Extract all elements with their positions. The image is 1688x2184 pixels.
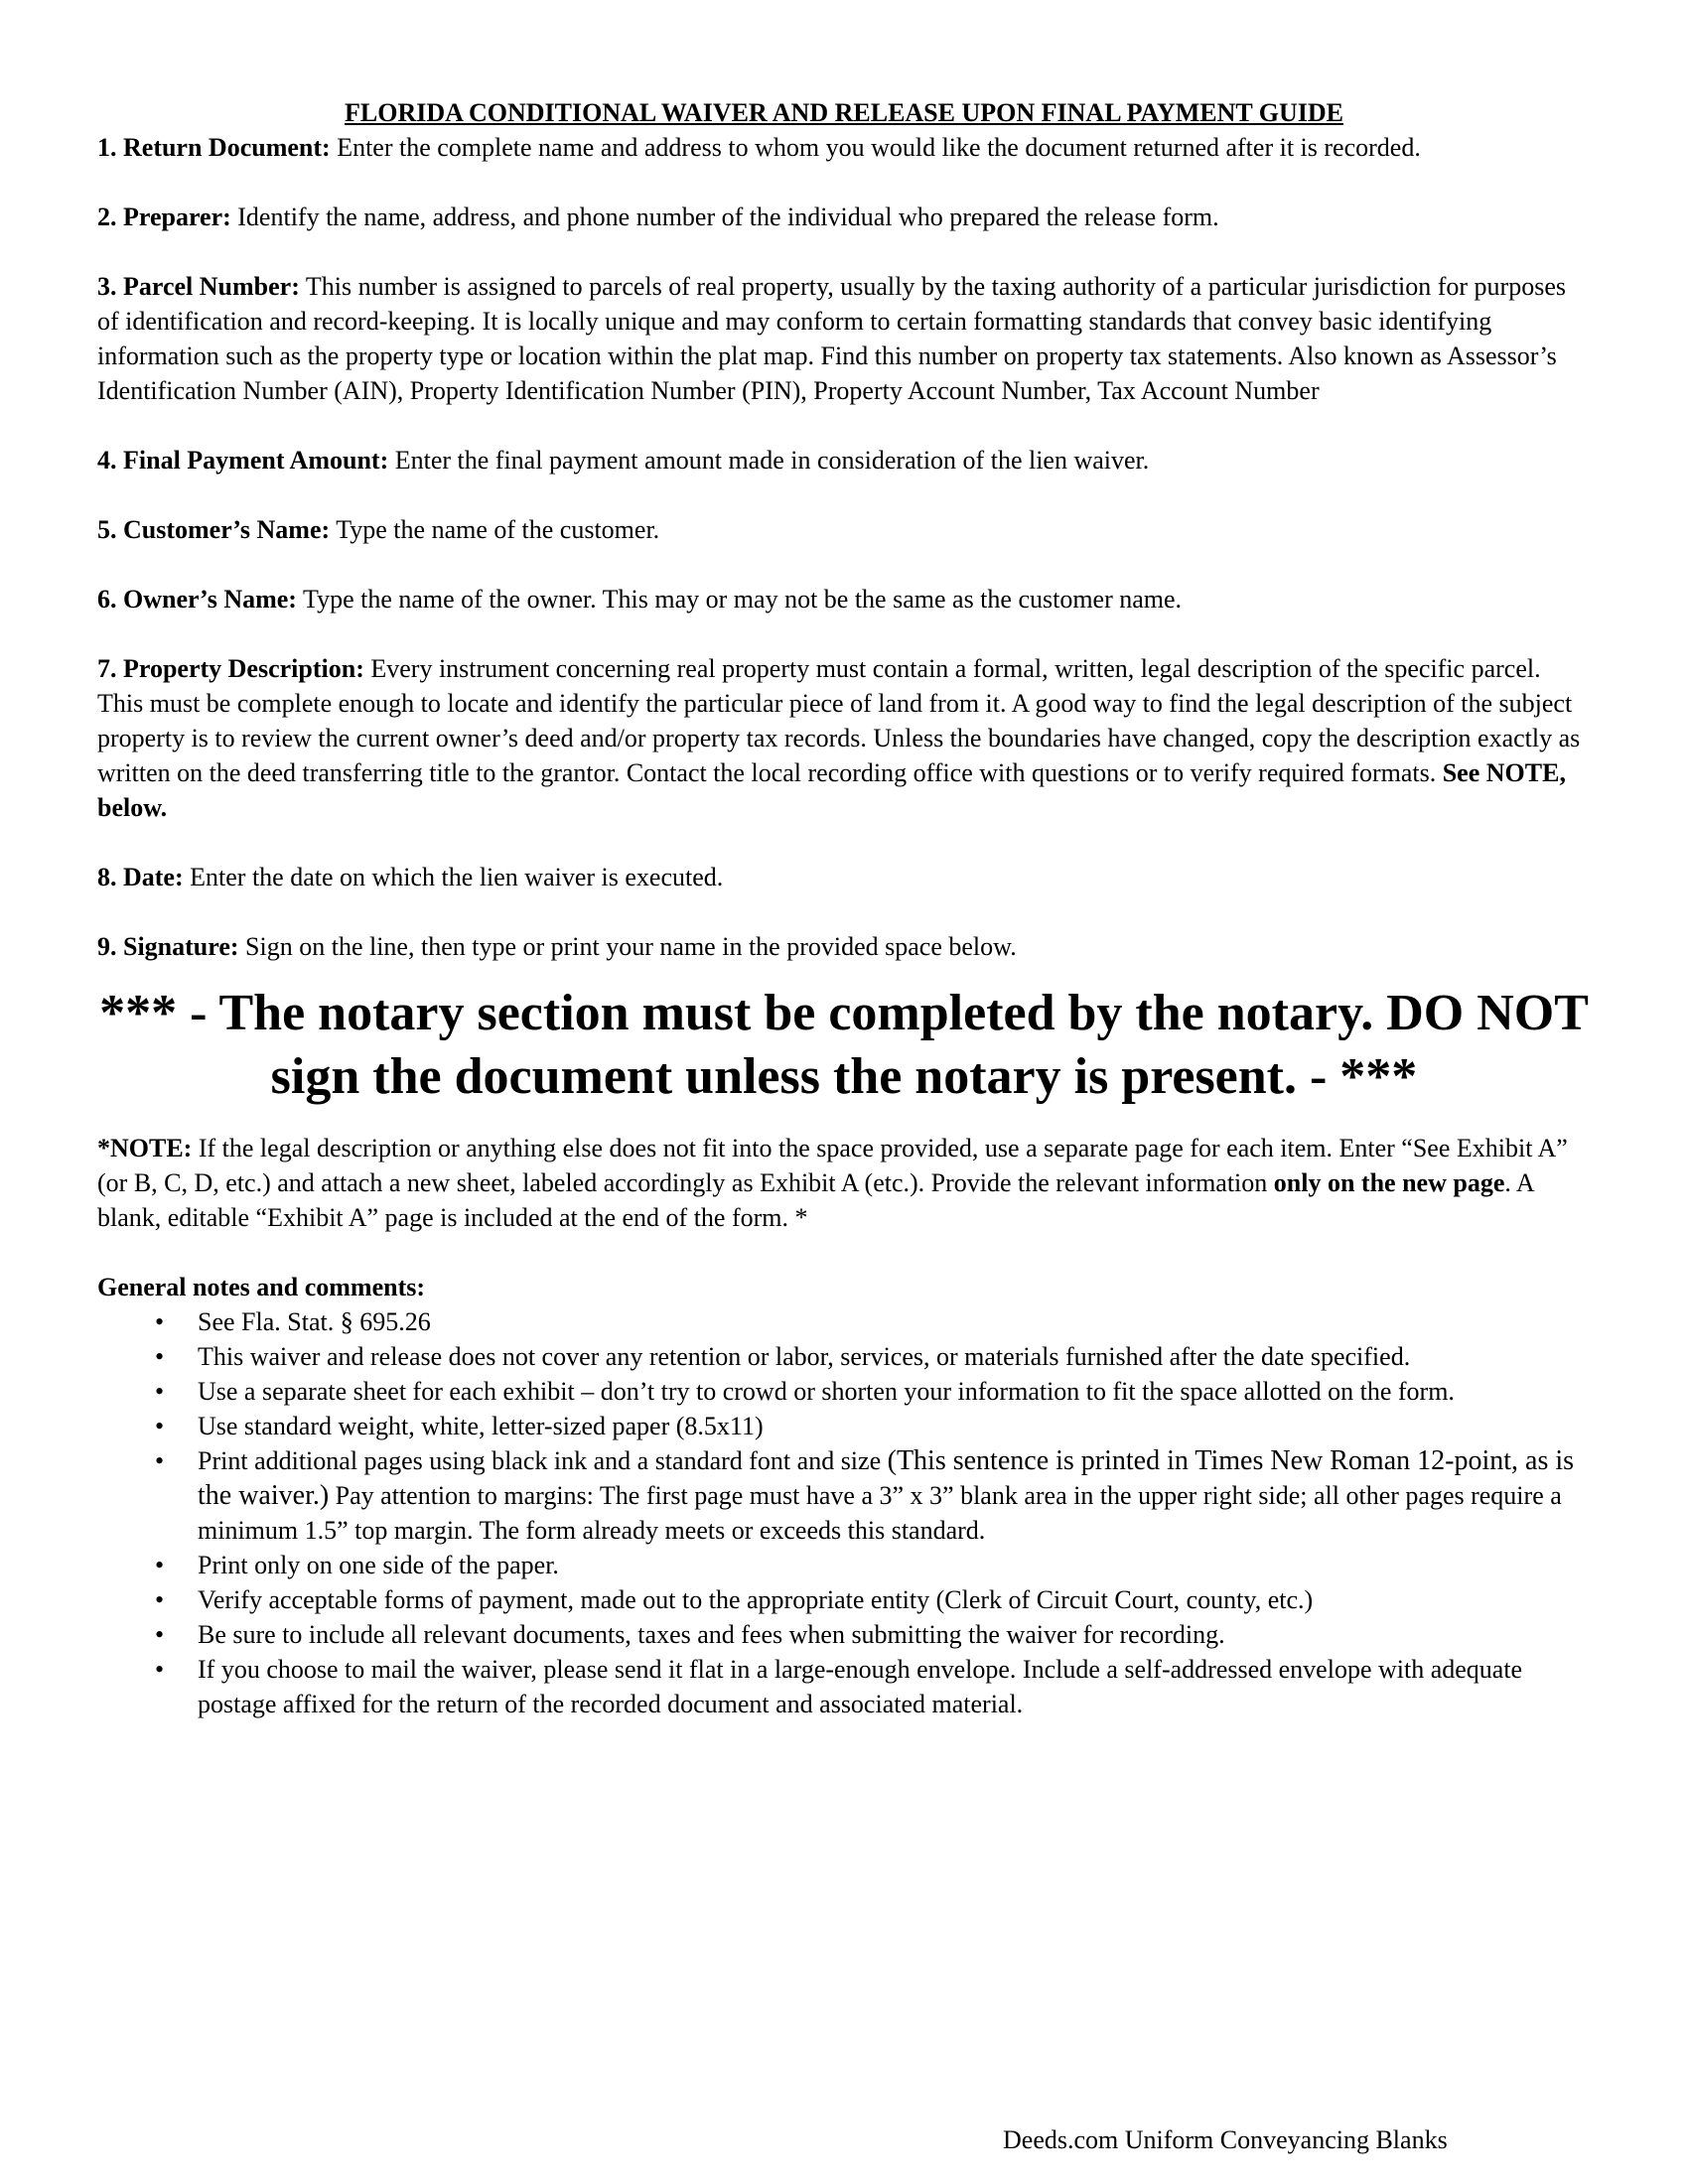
item-text: Every instrument concerning real property must contain a formal, written, legal description of the specific parcel. This must be complete enough to locate and identify the particular piece of land from it. A good way to find the legal description of the subject property is to review the current owner’s deed and/or property tax records. Unless the boundaries have changed, copy the description exactly as written on the deed transferring title to the grantor. Contact the local recording office with questions or to verify required formats. [97,654,1581,787]
document-title: FLORIDA CONDITIONAL WAIVER AND RELEASE UPON FINAL PAYMENT GUIDE [345,98,1343,127]
item-label: 8. Date: [97,863,184,891]
list-item: • This waiver and release does not cover any retention or labor, services, or materials furnished after the date specified. [97,1339,1591,1374]
font-sample-sentence: (This sentence is printed in Times New Roman 12-point, as is the waiver.) [198,1445,1575,1511]
item-label: 7. Property Description: [97,654,364,683]
bullet-icon: • [155,1585,165,1614]
page-footer: Deeds.com Uniform Conveyancing Blanks [1003,2125,1448,2154]
list-item: • Be sure to include all relevant documents, taxes and fees when submitting the waiver for recording. [97,1617,1591,1652]
item-parcel-number [97,269,1591,408]
general-notes-heading: General notes and comments: [97,1273,426,1301]
item-text: Enter the date on which the lien waiver is executed. [183,863,724,891]
item-label: 6. Owner’s Name: [97,585,297,614]
bullet-icon: • [155,1342,165,1371]
document-page [97,95,1591,1721]
item-label: 3. Parcel Number: [97,272,300,301]
bullet-icon: • [155,1307,165,1336]
note-text-after: . A blank, editable “Exhibit A” page is included at the end of the form. * [97,1168,1534,1232]
list-item: • If you choose to mail the waiver, please send it flat in a large-enough envelope. Include a self-addressed envelope with adequate postage affixed for the return of the recorded document and associated material. [97,1652,1591,1721]
item-label: 2. Preparer: [97,203,231,231]
list-item: • Use a separate sheet for each exhibit – don’t try to crowd or shorten your information to fit the space allotted on the form. [97,1374,1591,1409]
bullet-icon: • [155,1655,165,1684]
list-item: • See Fla. Stat. § 695.26 [97,1304,1591,1339]
item-final-payment-amount [97,443,1591,478]
list-item: • Print only on one side of the paper. [97,1548,1591,1582]
item-return-document [97,130,1591,165]
item-text: Type the name of the customer. [330,515,660,544]
item-property-description [97,651,1591,825]
item-text: Type the name of the owner. This may or may not be the same as the customer name. [296,585,1183,614]
item-text: Identify the name, address, and phone number of the individual who prepared the release form. [230,203,1219,231]
item-text: Enter the final payment amount made in consideration of the lien waiver. [388,446,1150,475]
item-see-note: See NOTE, below. [97,758,1566,822]
note-label: *NOTE: [97,1134,193,1162]
item-text: Enter the complete name and address to whom you would like the document returned after it is recorded. [330,133,1421,162]
bullet-icon: • [155,1446,165,1475]
exhibit-note [97,1131,1591,1235]
item-customers-name [97,512,1591,547]
item-date [97,860,1591,894]
list-item: • Verify acceptable forms of payment, made out to the appropriate entity (Clerk of Circuit Court, county, etc.) [97,1582,1591,1617]
item-label: 9. Signature: [97,932,239,961]
item-label: 5. Customer’s Name: [97,515,331,544]
item-signature [97,929,1591,964]
bullet-icon: • [155,1620,165,1649]
bullet-icon: • [155,1412,165,1440]
list-item-print-pages: • Print additional pages using black ink and a standard font and size (This sentence is printed in Times New Roman 12-point, as is the waiver.) Pay attention to margins: The first page must have a 3” x 3” blank area in the upper right side; all other pages require a minimum 1.5” top margin. The form already meets or exceeds this standard. [155,1445,1575,1545]
item-text: This number is assigned to parcels of real property, usually by the taxing authority of a particular jurisdiction for purposes of identification and record-keeping. It is locally unique and may conform to certain formatting standards that convey basic identifying information such as the property type or location within the plat map. Find this number on property tax statements. Also known as Assessor’s Identification Number (AIN), Property Identification Number (PIN), Property Account Number, Tax Account Number [97,272,1566,405]
item-label: 4. Final Payment Amount: [97,446,389,475]
note-text-before: If the legal description or anything else does not fit into the space provided, use a separate page for each item. Enter “See Exhibit A” (or B, C, D, etc.) and attach a new sheet, labeled accordingly as Exhibit A (etc.). Provide the relevant information [97,1134,1568,1197]
list-item: • Use standard weight, white, letter-sized paper (8.5x11) [97,1409,1591,1443]
bullet-icon: • [155,1551,165,1579]
item-text: Sign on the line, then type or print your name in the provided space below. [238,932,1017,961]
general-notes-list [97,1304,1591,1721]
item-label: 1. Return Document: [97,133,331,162]
bullet-icon: • [155,1377,165,1406]
note-bold: only on the new page [1273,1168,1505,1197]
item-owners-name [97,582,1591,616]
item-preparer [97,200,1591,234]
notary-warning: *** - The notary section must be completed by the notary. DO NOT sign the document unless the notary is present. - *** [99,985,1589,1105]
